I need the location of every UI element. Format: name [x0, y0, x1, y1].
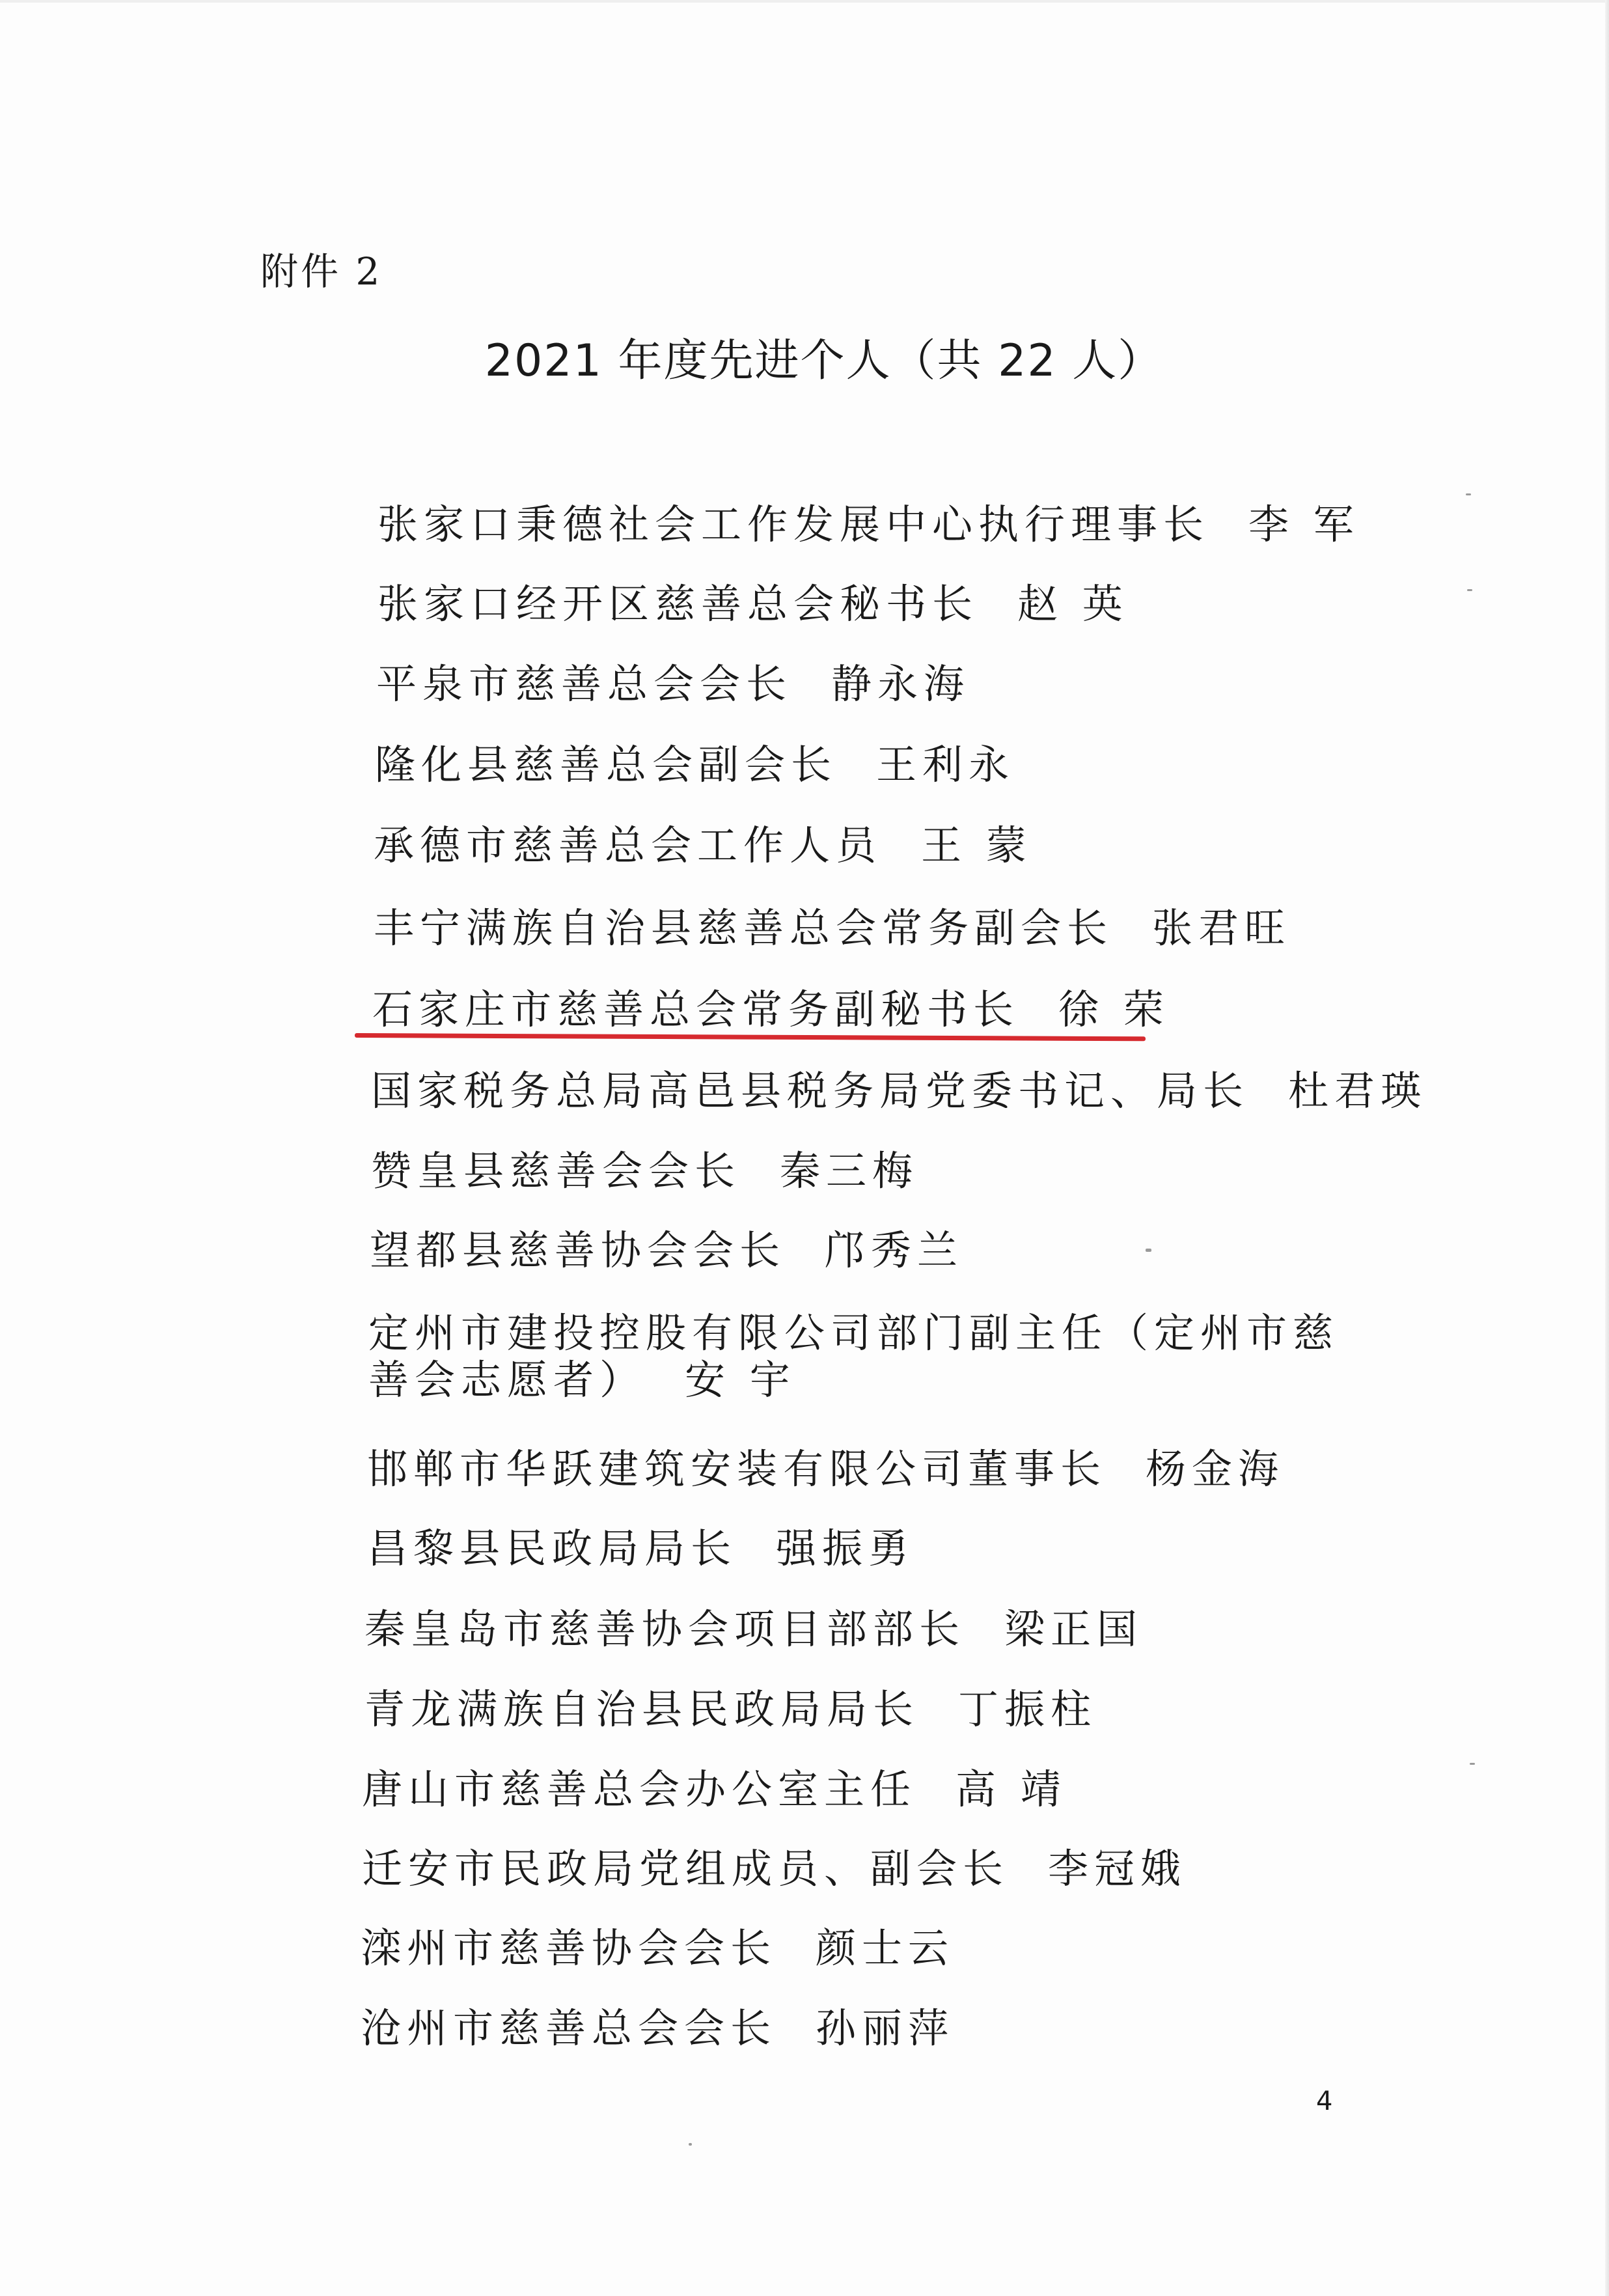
entry-org: 沧州市慈善总会会长 [361, 2004, 777, 2052]
entry-org: 迁安市民政局党组成员、副会长 [362, 1845, 1010, 1892]
entry-name: 王 蒙 [921, 822, 1032, 869]
entry-name: 静永海 [831, 660, 970, 708]
entry-name: 丁振柱 [958, 1685, 1097, 1733]
list-item [375, 741, 1015, 788]
entry-org: 丰宁满族自治县慈善总会常务副会长 [374, 904, 1114, 952]
entry-org: 望都县慈善协会会长 [370, 1226, 786, 1274]
red-underline-mark [355, 1033, 1146, 1041]
entry-org: 张家口经开区慈善总会秘书长 [378, 580, 979, 628]
entry-name: 杜君瑛 [1288, 1067, 1427, 1114]
list-item [367, 1525, 915, 1572]
list-item [378, 580, 1129, 628]
entry-name: 王利永 [876, 741, 1015, 788]
list-item [376, 660, 970, 708]
list-item [370, 1226, 964, 1274]
entry-org: 定州市建投控股有限公司部门副主任（定州市慈善会志愿者） [368, 1309, 1340, 1404]
scan-speck [1470, 1763, 1475, 1765]
entry-org: 邯郸市华跃建筑安装有限公司董事长 [367, 1445, 1107, 1493]
entry-name: 徐 荣 [1058, 986, 1170, 1033]
document-title: 2021 年度先进个人（共 22 人） [484, 335, 1164, 387]
entry-org: 张家口秉德社会工作发展中心执行理事长 [378, 501, 1210, 548]
list-item-wrapped [368, 1310, 1384, 1404]
entry-org: 滦州市慈善协会会长 [361, 1924, 777, 1972]
entry-name: 颜士云 [816, 1924, 955, 1972]
scan-speck [689, 2143, 692, 2146]
list-item [361, 1924, 955, 1972]
list-item [371, 1067, 1427, 1114]
list-item [378, 501, 1360, 548]
entry-org: 平泉市慈善总会会长 [376, 660, 793, 708]
entry-name: 李冠娥 [1048, 1845, 1187, 1892]
entry-org: 国家税务总局高邑县税务局党委书记、局长 [371, 1067, 1250, 1114]
page-number: 4 [1316, 2086, 1333, 2116]
list-item [361, 2004, 955, 2052]
scan-speck [1467, 589, 1472, 591]
scan-speck [1466, 493, 1471, 495]
entry-org: 承德市慈善总会工作人员 [374, 822, 883, 869]
scan-speck [1146, 1249, 1151, 1252]
list-item-highlighted [372, 986, 1170, 1033]
list-item [362, 1845, 1187, 1892]
entry-org: 石家庄市慈善总会常务副秘书长 [372, 986, 1020, 1033]
entry-name: 孙丽萍 [816, 2004, 955, 2052]
entry-name: 张君旺 [1152, 904, 1291, 952]
entry-name: 邝秀兰 [825, 1226, 964, 1274]
entry-org: 秦皇岛市慈善协会项目部部长 [364, 1605, 966, 1653]
entry-org: 赞皇县慈善会会长 [371, 1147, 741, 1195]
entry-name: 梁正国 [1004, 1605, 1144, 1653]
entry-name: 安 宇 [685, 1356, 796, 1404]
entry-org: 唐山市慈善总会办公室主任 [362, 1765, 917, 1813]
entry-org: 隆化县慈善总会副会长 [375, 741, 838, 788]
list-item [374, 822, 1032, 869]
entry-name: 李 军 [1248, 501, 1360, 548]
entry-name: 杨金海 [1146, 1445, 1285, 1493]
entry-org: 昌黎县民政局局长 [367, 1525, 737, 1572]
entry-name: 赵 英 [1017, 580, 1129, 628]
list-item [367, 1445, 1285, 1493]
entry-name: 高 靖 [956, 1765, 1067, 1813]
list-item [364, 1605, 1144, 1653]
entry-org: 青龙满族自治县民政局局长 [364, 1685, 920, 1733]
list-item [374, 904, 1291, 952]
scan-edge-top [0, 0, 1609, 3]
entry-name: 秦三梅 [780, 1147, 919, 1195]
list-item [371, 1147, 919, 1195]
list-item [364, 1685, 1097, 1733]
attachment-label: 附件 2 [260, 249, 383, 294]
entry-name: 强振勇 [776, 1525, 915, 1572]
list-item [362, 1765, 1067, 1813]
